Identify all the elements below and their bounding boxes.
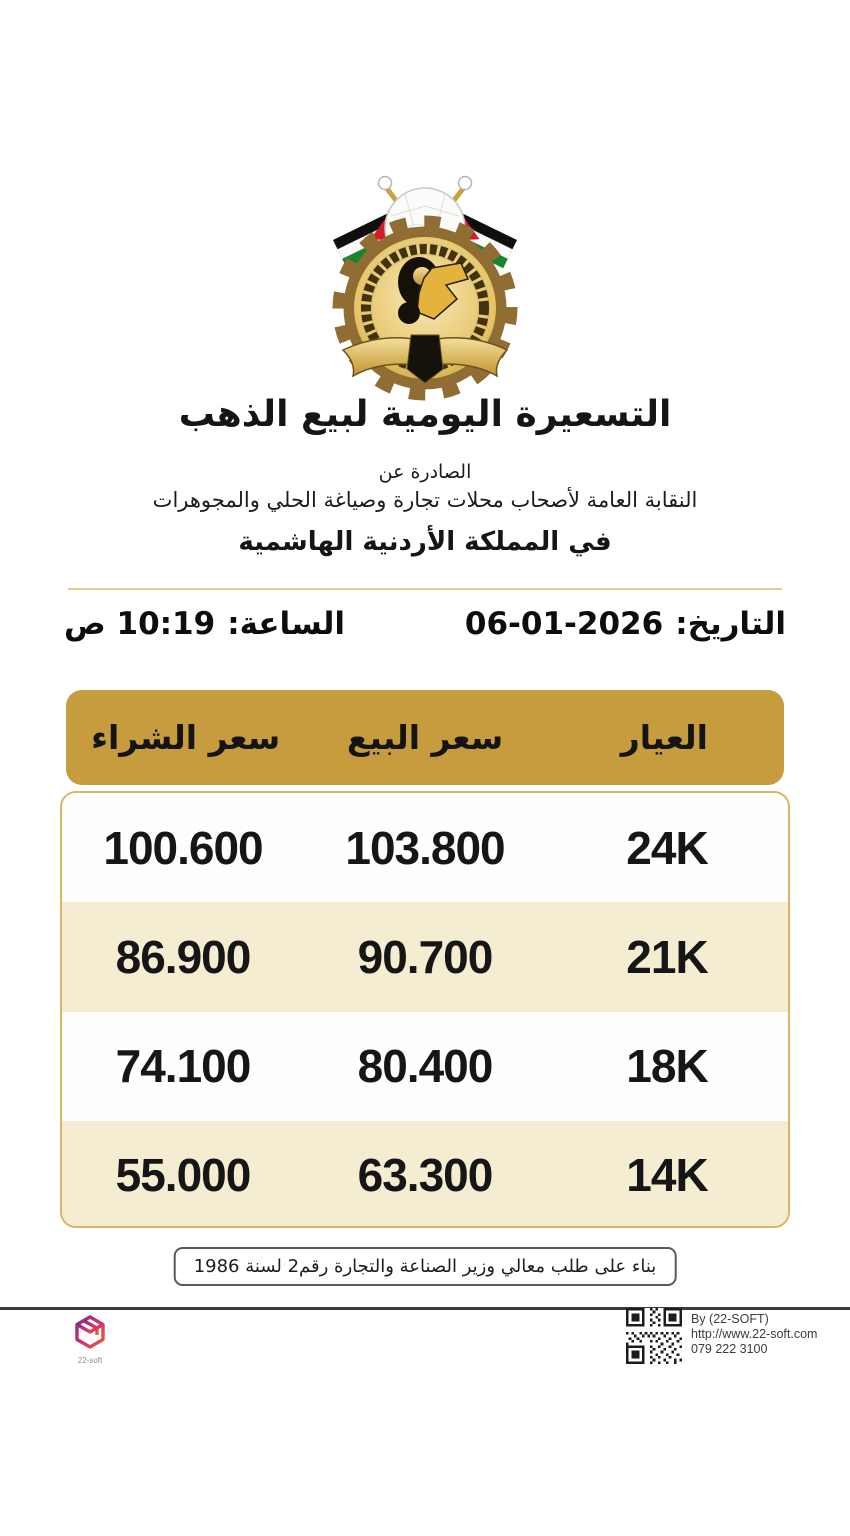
vendor-credits xyxy=(626,1308,817,1364)
time-pair xyxy=(64,606,345,642)
credit-phone-line: 079 222 3100 xyxy=(691,1342,768,1356)
karat-cell: 24K xyxy=(626,821,708,874)
buy-price-cell: 86.900 xyxy=(115,930,251,983)
soft-logo xyxy=(68,1312,112,1365)
column-header-karat: العيار xyxy=(620,718,708,757)
table-row-14k xyxy=(62,1121,788,1228)
syndicate-emblem-icon xyxy=(305,166,545,404)
buy-price-cell: 100.600 xyxy=(103,821,263,874)
price-table-body xyxy=(60,791,790,1228)
emblem-svg xyxy=(305,166,545,404)
column-header-buy: سعر الشراء xyxy=(91,718,281,757)
karat-cell: 18K xyxy=(626,1040,708,1093)
gold-divider xyxy=(68,588,782,590)
buy-price-cell: 55.000 xyxy=(115,1149,251,1202)
cube-logo-icon xyxy=(70,1312,110,1352)
time-label: الساعة: xyxy=(227,606,346,642)
sell-price-cell: 90.700 xyxy=(357,930,493,983)
karat-cell: 21K xyxy=(626,930,708,983)
sell-price-cell: 63.300 xyxy=(357,1149,493,1202)
buy-price-cell: 74.100 xyxy=(115,1040,251,1093)
ministerial-note: بناء على طلب معالي وزير الصناعة والتجارة رقم2 لسنة 1986 xyxy=(174,1247,677,1286)
sell-price-cell: 80.400 xyxy=(357,1040,493,1093)
qr-code-icon xyxy=(626,1308,682,1364)
date-pair xyxy=(465,606,786,642)
date-label: التاريخ: xyxy=(675,606,786,642)
credit-by-line: By (22-SOFT) xyxy=(691,1312,769,1326)
soft-logo-caption: 22-soft xyxy=(77,1356,103,1365)
page-title: التسعيرة اليومية لبيع الذهب xyxy=(178,394,672,435)
table-row-24k xyxy=(62,793,788,902)
karat-cell: 14K xyxy=(626,1149,708,1202)
credit-url-line: http://www.22-soft.com xyxy=(691,1327,818,1341)
issuer-line: النقابة العامة لأصحاب محلات تجارة وصياغة الحلي والمجوهرات xyxy=(152,488,698,512)
column-header-sell: سعر البيع xyxy=(346,718,504,757)
date-value: 06-01-2026 xyxy=(464,606,664,642)
issued-by-line: الصادرة عن xyxy=(378,461,472,483)
date-time-row xyxy=(64,606,786,642)
time-value: 10:19 ص xyxy=(64,606,216,642)
price-table-header xyxy=(66,690,784,785)
vendor-credit-text xyxy=(691,1308,817,1357)
sell-price-cell: 103.800 xyxy=(345,821,505,874)
table-row-18k xyxy=(62,1012,788,1121)
table-row-21k xyxy=(62,902,788,1011)
country-line: في المملكة الأردنية الهاشمية xyxy=(238,527,612,557)
